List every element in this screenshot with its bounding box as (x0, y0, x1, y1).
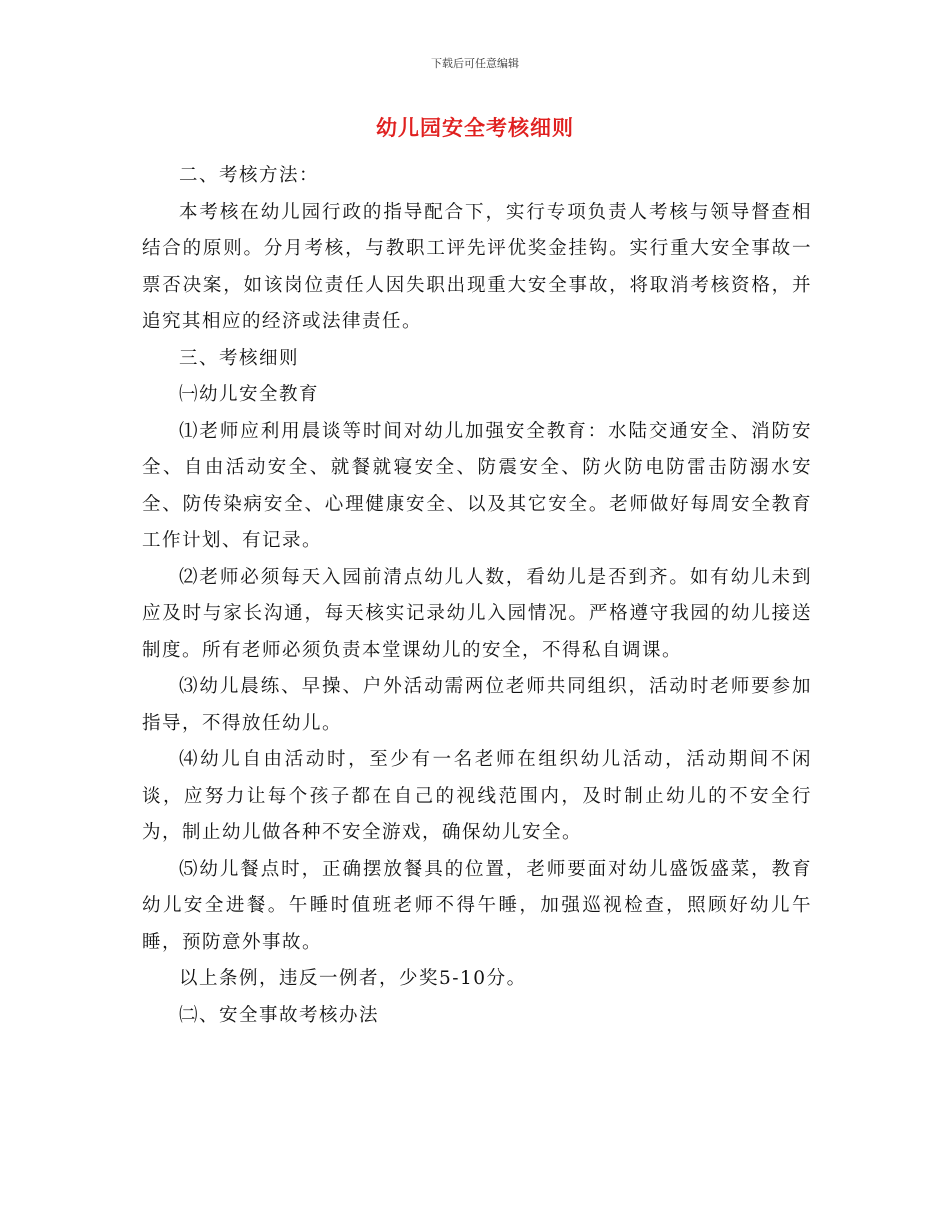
rule-item-2: ⑵老师必须每天入园前清点幼儿人数，看幼儿是否到齐。如有幼儿未到应及时与家长沟通，每天核实记录幼儿入园情况。严格遵守我园的幼儿接送制度。所有老师必须负责本堂课幼儿的安全，不得私自调课。 (142, 566, 812, 661)
subsection-heading-accident-assessment: ㈡、安全事故考核办法 (179, 1004, 380, 1026)
paragraph-method-description: 本考核在幼儿园行政的指导配合下，实行专项负责人考核与领导督查相结合的原则。分月考核，与教职工评先评优奖金挂钩。实行重大安全事故一票否决案，如该岗位责任人因失职出现重大安全事故，将取消考核资格，并追究其相应的经济或法律责任。 (142, 201, 812, 332)
header-note: 下载后可任意编辑 (431, 57, 519, 70)
rule-item-4: ⑷幼儿自由活动时，至少有一名老师在组织幼儿活动，活动期间不闲谈，应努力让每个孩子都在自己的视线范围内，及时制止幼儿的不安全行为，制止幼儿做各种不安全游戏，确保幼儿安全。 (142, 749, 812, 843)
document-body (142, 158, 812, 1034)
subsection-heading-child-safety-education: ㈠幼儿安全教育 (179, 384, 320, 405)
document-title: 幼儿园安全考核细则 (376, 116, 574, 140)
rule-item-5: ⑸幼儿餐点时，正确摆放餐具的位置，老师要面对幼儿盛饭盛菜，教育幼儿安全进餐。午睡时值班老师不得午睡，加强巡视检查，照顾好幼儿午睡，预防意外事故。 (142, 858, 812, 953)
rule-item-1: ⑴老师应利用晨谈等时间对幼儿加强安全教育：水陆交通安全、消防安全、自由活动安全、就餐就寝安全、防震安全、防火防电防雷击防溺水安全、防传染病安全、心理健康安全、以及其它安全。老师做好每周安全教育工作计划、有记录。 (142, 420, 812, 551)
rule-item-3: ⑶幼儿晨练、早操、户外活动需两位老师共同组织，活动时老师要参加指导，不得放任幼儿。 (142, 676, 812, 734)
section-heading-rules: 三、考核细则 (179, 347, 300, 369)
penalty-note: 以上条例，违反一例者，少奖5-10分。 (179, 968, 527, 989)
section-heading-method: 二、考核方法： (179, 165, 320, 186)
